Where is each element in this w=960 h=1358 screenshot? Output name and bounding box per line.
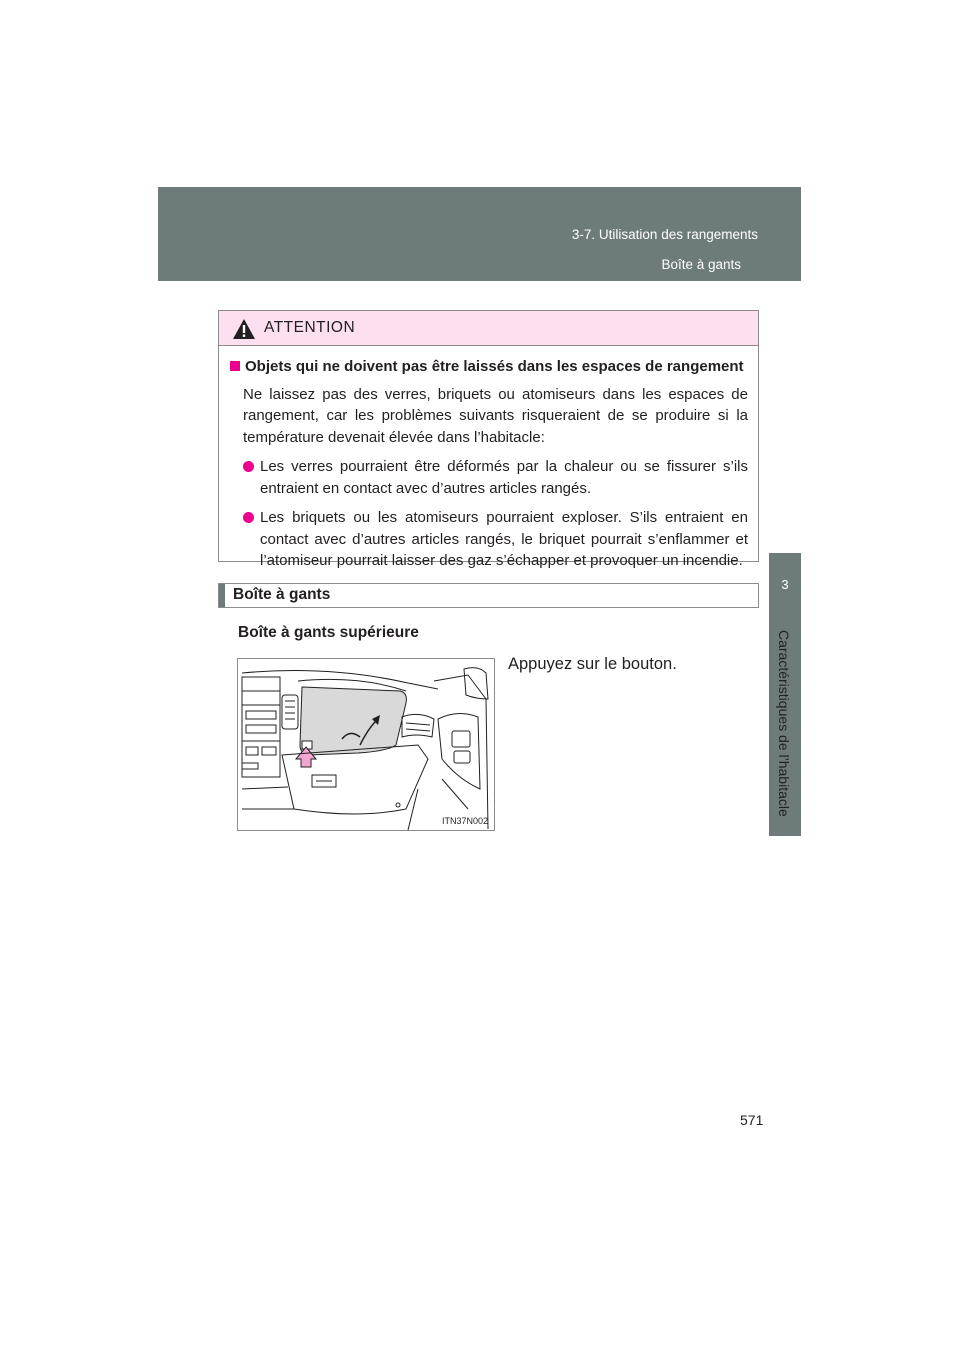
attention-title: ATTENTION	[264, 319, 356, 336]
square-bullet-icon	[230, 361, 240, 371]
round-bullet-icon	[243, 512, 254, 523]
attention-subhead	[230, 356, 748, 378]
attention-header	[219, 311, 758, 346]
round-bullet-icon	[243, 461, 254, 472]
chapter-title-vertical: Caractéristiques de l’habitacle	[776, 630, 792, 817]
chapter-number: 3	[781, 577, 789, 592]
attention-bullet-text: Les verres pourraient être déformés par la chaleur ou se fissurer s’ils entraient en contact avec d’autres articles rangés.	[260, 458, 748, 497]
attention-intro: Ne laissez pas des verres, briquets ou atomiseurs dans les espaces de rangement, car les problèmes suivants risqueraient de se produire si la température devenait élevée dans l’habitacle:	[243, 385, 748, 446]
page-header	[158, 187, 801, 281]
attention-bullet-text: Les briquets ou les atomiseurs pourraient exploser. S’ils entraient en contact avec d’autres articles rangés, le briquet pourrait s’enflammer et l’atomiseur pourrait laisser des gaz s’échapper et provoquer un incendie.	[260, 509, 748, 569]
page-number: 571	[740, 1112, 764, 1128]
attention-box	[218, 310, 759, 569]
glove-box-illustration	[237, 658, 495, 831]
section-title: Boîte à gants	[233, 586, 331, 603]
attention-body	[219, 346, 758, 572]
attention-bullet	[230, 507, 748, 572]
attention-bullet	[230, 456, 748, 499]
subsection-title: Boîte à gants supérieure	[238, 624, 419, 641]
section-label: Boîte à gants	[661, 257, 741, 272]
chapter-label: 3-7. Utilisation des rangements	[571, 227, 758, 242]
figure-code: ITN37N002	[441, 816, 488, 826]
warning-triangle-icon	[232, 318, 256, 340]
dashboard-drawing	[238, 659, 494, 830]
section-heading	[218, 583, 759, 608]
attention-subhead-text: Objets qui ne doivent pas être laissés dans les espaces de rangement	[245, 358, 744, 375]
instruction-text: Appuyez sur le bouton.	[508, 655, 677, 673]
section-accent	[219, 584, 225, 607]
